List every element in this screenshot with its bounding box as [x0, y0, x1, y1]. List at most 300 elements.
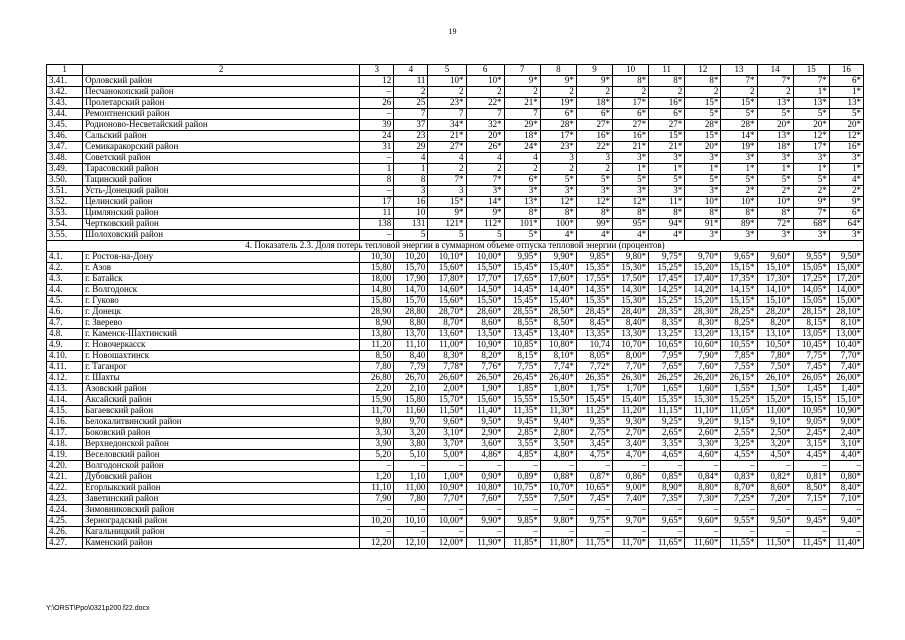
value-cell: 15,30* [613, 263, 649, 274]
value-cell: 15,25* [721, 395, 757, 406]
value-cell: 26,80 [360, 373, 394, 384]
value-cell: 2,20 [360, 384, 394, 395]
value-cell: 7,85* [721, 351, 757, 362]
value-cell: 26,40* [540, 373, 576, 384]
column-number: 3 [360, 65, 394, 76]
value-cell: 2 [721, 87, 757, 98]
value-cell: 10* [466, 76, 504, 87]
value-cell: 28,15* [793, 307, 829, 318]
district-name: Зимовниковский район [83, 505, 360, 516]
value-cell: 31 [360, 142, 394, 153]
value-cell: 15,60* [466, 395, 504, 406]
value-cell: 14,60* [428, 285, 466, 296]
value-cell: 17,65* [504, 274, 540, 285]
value-cell: 15,40* [613, 395, 649, 406]
value-cell: 17,30* [757, 274, 793, 285]
value-cell: 17* [793, 142, 829, 153]
value-cell: 10,75* [504, 483, 540, 494]
value-cell: 15,25* [649, 263, 685, 274]
value-cell: 11,85* [504, 538, 540, 549]
table-row [47, 340, 864, 351]
value-cell: 17,70* [466, 274, 504, 285]
value-cell: 13,15* [721, 329, 757, 340]
value-cell: 7,40* [613, 494, 649, 505]
value-cell: 26,10* [757, 373, 793, 384]
table-row [47, 439, 864, 450]
value-cell: 15,80 [360, 263, 394, 274]
value-cell: 9,70* [685, 252, 721, 263]
value-cell: 3,40* [613, 439, 649, 450]
value-cell: – [649, 461, 685, 472]
district-name: Сальский район [83, 131, 360, 142]
value-cell: 2,60* [685, 428, 721, 439]
value-cell: 0,81* [793, 472, 829, 483]
value-cell: 10* [721, 197, 757, 208]
value-cell: 3* [829, 230, 863, 241]
district-name: г. Таганрог [83, 362, 360, 373]
value-cell: 15,20* [685, 263, 721, 274]
value-cell: 15,25* [649, 296, 685, 307]
row-number: 3.47. [47, 142, 83, 153]
value-cell: 11,30* [540, 406, 576, 417]
value-cell: 10* [757, 197, 793, 208]
value-cell: 9,55* [721, 516, 757, 527]
district-name: г. Новошахтинск [83, 351, 360, 362]
value-cell: 28,55* [504, 307, 540, 318]
value-cell: 1* [757, 164, 793, 175]
value-cell: 13,45* [504, 329, 540, 340]
value-cell: 13,50* [466, 329, 504, 340]
table-row [47, 373, 864, 384]
value-cell: 12* [540, 197, 576, 208]
district-name: Песчанокопский район [83, 87, 360, 98]
value-cell: 4* [613, 230, 649, 241]
table-row [47, 450, 864, 461]
district-name: Заветинский район [83, 494, 360, 505]
value-cell: 10,55* [721, 340, 757, 351]
value-cell: 8,80 [394, 318, 428, 329]
value-cell: 6* [649, 109, 685, 120]
table-row [47, 219, 864, 230]
value-cell: – [466, 527, 504, 538]
value-cell: 8,10* [829, 318, 863, 329]
value-cell: 5,20 [360, 450, 394, 461]
value-cell: 3,50* [540, 439, 576, 450]
row-number: 4.15. [47, 406, 83, 417]
value-cell: 9,95* [504, 252, 540, 263]
value-cell: 28,70* [428, 307, 466, 318]
row-number: 3.55. [47, 230, 83, 241]
table-row [47, 164, 864, 175]
row-number: 4.7. [47, 318, 83, 329]
value-cell: 14,15* [721, 285, 757, 296]
row-number: 4.12. [47, 373, 83, 384]
value-cell: 3,60* [466, 439, 504, 450]
value-cell: 16* [576, 131, 612, 142]
value-cell: 4* [829, 175, 863, 186]
value-cell: 10,60* [685, 340, 721, 351]
district-name: Пролетарский район [83, 98, 360, 109]
value-cell: 15,15* [721, 296, 757, 307]
value-cell: 10,95* [793, 406, 829, 417]
row-number: 3.54. [47, 219, 83, 230]
value-cell: 95* [613, 219, 649, 230]
value-cell: – [540, 527, 576, 538]
value-cell: 1* [685, 164, 721, 175]
value-cell: 15,00* [829, 263, 863, 274]
column-number: 6 [466, 65, 504, 76]
row-number: 3.42. [47, 87, 83, 98]
value-cell: 2,10 [394, 384, 428, 395]
value-cell: 4,86* [466, 450, 504, 461]
value-cell: – [360, 505, 394, 516]
value-cell: 12,00* [428, 538, 466, 549]
value-cell: 5* [793, 109, 829, 120]
value-cell: 11,40* [829, 538, 863, 549]
column-number: 15 [793, 65, 829, 76]
value-cell: 11,60* [685, 538, 721, 549]
value-cell: 7,72* [576, 362, 612, 373]
value-cell: 3* [649, 153, 685, 164]
value-cell: – [829, 461, 863, 472]
value-cell: 1,20 [360, 472, 394, 483]
value-cell: 11,10* [685, 406, 721, 417]
value-cell: 13,30* [613, 329, 649, 340]
value-cell: 3,25* [721, 439, 757, 450]
value-cell: 8,90 [360, 318, 394, 329]
value-cell: 6* [829, 76, 863, 87]
value-cell: 9,50* [829, 252, 863, 263]
value-cell: 7,20* [757, 494, 793, 505]
value-cell: 21* [428, 131, 466, 142]
value-cell: 21* [504, 98, 540, 109]
value-cell: 10,10* [428, 252, 466, 263]
row-number: 4.1. [47, 252, 83, 263]
value-cell: 25 [394, 98, 428, 109]
value-cell: 28,20* [757, 307, 793, 318]
table-row [47, 153, 864, 164]
value-cell: 9,35* [576, 417, 612, 428]
table-row [47, 230, 864, 241]
value-cell: 9,45* [504, 417, 540, 428]
value-cell: 7 [394, 109, 428, 120]
value-cell: 13* [793, 98, 829, 109]
row-number: 4.17. [47, 428, 83, 439]
column-number: 5 [428, 65, 466, 76]
value-cell: 7,78* [428, 362, 466, 373]
value-cell: 8,40* [613, 318, 649, 329]
value-cell: 8,50* [793, 483, 829, 494]
value-cell: 14,45* [504, 285, 540, 296]
value-cell: 3* [757, 153, 793, 164]
row-number: 4.11. [47, 362, 83, 373]
value-cell: 2,55* [721, 428, 757, 439]
value-cell: 26,05* [793, 373, 829, 384]
row-number: 3.44. [47, 109, 83, 120]
value-cell: 18* [504, 131, 540, 142]
value-cell: 6* [576, 109, 612, 120]
value-cell: 0,87* [576, 472, 612, 483]
row-number: 4.6. [47, 307, 83, 318]
value-cell: 2,75* [576, 428, 612, 439]
value-cell: 11,15* [649, 406, 685, 417]
value-cell: 15,70* [428, 395, 466, 406]
value-cell: 3* [793, 153, 829, 164]
file-path-footer: Y:\ORST\Ppo\0321p200.f22.docx [46, 605, 150, 612]
value-cell: 4,85* [504, 450, 540, 461]
table-row [47, 296, 864, 307]
value-cell: 3,90 [360, 439, 394, 450]
value-cell: 1 [394, 164, 428, 175]
value-cell: 15,30* [685, 395, 721, 406]
value-cell: – [360, 153, 394, 164]
value-cell: 28* [685, 120, 721, 131]
value-cell: 15,05* [793, 296, 829, 307]
value-cell: – [394, 527, 428, 538]
value-cell: 15,40* [540, 263, 576, 274]
table-row [47, 197, 864, 208]
value-cell: 4,40* [829, 450, 863, 461]
value-cell: 1* [793, 87, 829, 98]
value-cell: 10,70* [613, 340, 649, 351]
column-number: 14 [757, 65, 793, 76]
table-row [47, 351, 864, 362]
value-cell: 24* [504, 142, 540, 153]
value-cell: 5* [793, 175, 829, 186]
value-cell: 16* [829, 142, 863, 153]
value-cell: 1 [360, 164, 394, 175]
value-cell: 17,20* [829, 274, 863, 285]
value-cell: 9,65* [721, 252, 757, 263]
value-cell: 26,35* [576, 373, 612, 384]
value-cell: 15,35* [576, 296, 612, 307]
value-cell: 11,80* [540, 538, 576, 549]
value-cell: 4,65* [649, 450, 685, 461]
value-cell: 26,20* [685, 373, 721, 384]
value-cell: 2,70* [613, 428, 649, 439]
value-cell: 15,60* [428, 263, 466, 274]
value-cell: 1* [829, 164, 863, 175]
district-name: Шолоховский район [83, 230, 360, 241]
value-cell: 11,90* [466, 538, 504, 549]
value-cell: 11,50* [428, 406, 466, 417]
table-row [47, 538, 864, 549]
value-cell: 12* [576, 197, 612, 208]
value-cell: 72* [757, 219, 793, 230]
value-cell: 5* [757, 175, 793, 186]
value-cell: – [649, 505, 685, 516]
district-name: Багаевский район [83, 406, 360, 417]
value-cell: 9,60* [685, 516, 721, 527]
value-cell: 28,25* [721, 307, 757, 318]
value-cell: 1* [613, 164, 649, 175]
value-cell: 121* [428, 219, 466, 230]
value-cell: 1,50* [757, 384, 793, 395]
value-cell: 7,74* [540, 362, 576, 373]
value-cell: 11,05* [721, 406, 757, 417]
value-cell: 15,15* [721, 263, 757, 274]
value-cell: 2,40* [829, 428, 863, 439]
value-cell: 16* [649, 98, 685, 109]
value-cell: 3 [540, 153, 576, 164]
value-cell: 8,40* [829, 483, 863, 494]
value-cell: 7,55* [504, 494, 540, 505]
value-cell: 10,50* [757, 340, 793, 351]
row-number: 4.8. [47, 329, 83, 340]
value-cell: 7* [757, 76, 793, 87]
value-cell: 2 [504, 164, 540, 175]
value-cell: 14,30* [613, 285, 649, 296]
value-cell: 10,10 [394, 516, 428, 527]
value-cell: 10,20 [394, 252, 428, 263]
value-cell: 2 [540, 87, 576, 98]
value-cell: 3* [685, 153, 721, 164]
value-cell: 1* [649, 164, 685, 175]
value-cell: 8,15* [793, 318, 829, 329]
row-number: 4.9. [47, 340, 83, 351]
value-cell: 4,45* [793, 450, 829, 461]
value-cell: 1,00* [428, 472, 466, 483]
table-row [47, 142, 864, 153]
district-name: Веселовский район [83, 450, 360, 461]
value-cell: 14,35* [576, 285, 612, 296]
table-row [47, 527, 864, 538]
value-cell: 20* [793, 120, 829, 131]
value-cell: 28,50* [540, 307, 576, 318]
value-cell: 4,60* [685, 450, 721, 461]
value-cell: 11,00* [428, 340, 466, 351]
value-cell: 5 [394, 230, 428, 241]
district-name: Кагальницкий район [83, 527, 360, 538]
value-cell: 6* [829, 208, 863, 219]
district-name: Чертковский район [83, 219, 360, 230]
value-cell: 28,30* [685, 307, 721, 318]
table-row [47, 285, 864, 296]
value-cell: 14* [721, 131, 757, 142]
value-cell: 32* [466, 120, 504, 131]
value-cell: 14,70 [394, 285, 428, 296]
value-cell: 15,05* [793, 263, 829, 274]
value-cell: 7,75* [793, 351, 829, 362]
value-cell: 7,76* [466, 362, 504, 373]
value-cell: 4 [466, 153, 504, 164]
value-cell: 7* [721, 76, 757, 87]
value-cell: 24 [360, 131, 394, 142]
value-cell: 8* [504, 208, 540, 219]
value-cell: 1,70* [613, 384, 649, 395]
table-row [47, 329, 864, 340]
value-cell: 1,80* [540, 384, 576, 395]
value-cell: 10,65* [649, 340, 685, 351]
value-cell: 8* [757, 208, 793, 219]
value-cell: 9* [829, 197, 863, 208]
value-cell: 3* [685, 186, 721, 197]
value-cell: 9,85* [504, 516, 540, 527]
district-name: Белокалитвинский район [83, 417, 360, 428]
value-cell: 2,00* [428, 384, 466, 395]
value-cell: 28,90 [360, 307, 394, 318]
value-cell: 37 [394, 120, 428, 131]
district-name: Родионово-Несветайский район [83, 120, 360, 131]
value-cell: 15,50* [466, 263, 504, 274]
value-cell: 11,20* [613, 406, 649, 417]
value-cell: 9* [576, 76, 612, 87]
value-cell: 3,35* [649, 439, 685, 450]
value-cell: – [394, 505, 428, 516]
table-row [47, 175, 864, 186]
value-cell: 3* [721, 230, 757, 241]
value-cell: 17,50* [613, 274, 649, 285]
value-cell: 9* [428, 208, 466, 219]
value-cell: 3,80 [394, 439, 428, 450]
value-cell: 10,74 [576, 340, 612, 351]
value-cell: – [757, 461, 793, 472]
value-cell: 0,82* [757, 472, 793, 483]
value-cell: 11,00 [394, 483, 428, 494]
district-name: Верхнедонской район [83, 439, 360, 450]
value-cell: 17,55* [576, 274, 612, 285]
district-name: г. Каменск-Шахтинский [83, 329, 360, 340]
value-cell: 9,80* [540, 516, 576, 527]
value-cell: 15,15* [793, 395, 829, 406]
table-row [47, 186, 864, 197]
value-cell: 3* [613, 153, 649, 164]
value-cell: 12,10 [394, 538, 428, 549]
value-cell: 10,00* [466, 252, 504, 263]
value-cell: 23* [540, 142, 576, 153]
value-cell: 1,60* [685, 384, 721, 395]
value-cell: 17,45* [649, 274, 685, 285]
district-name: Дубовский район [83, 472, 360, 483]
row-number: 3.46. [47, 131, 83, 142]
value-cell: 10,90* [829, 406, 863, 417]
value-cell: 17,80* [428, 274, 466, 285]
value-cell: 15,90 [360, 395, 394, 406]
row-number: 3.50. [47, 175, 83, 186]
column-number: 11 [649, 65, 685, 76]
value-cell: 17* [613, 98, 649, 109]
table-row [47, 87, 864, 98]
value-cell: – [613, 461, 649, 472]
value-cell: 3 [394, 186, 428, 197]
value-cell: 8* [685, 208, 721, 219]
district-name: Боковский район [83, 428, 360, 439]
value-cell: 10,80* [540, 340, 576, 351]
value-cell: 11,70* [613, 538, 649, 549]
value-cell: – [360, 186, 394, 197]
value-cell: 5 [466, 230, 504, 241]
value-cell: 3,20* [757, 439, 793, 450]
value-cell: 7,90 [360, 494, 394, 505]
value-cell: 3 [576, 153, 612, 164]
value-cell: 9,10* [757, 417, 793, 428]
value-cell: 15,70 [394, 296, 428, 307]
value-cell: 2 [576, 164, 612, 175]
value-cell: 18* [576, 98, 612, 109]
value-cell: 3* [613, 186, 649, 197]
row-number: 3.48. [47, 153, 83, 164]
value-cell: 9,15* [721, 417, 757, 428]
value-cell: 9,20* [685, 417, 721, 428]
value-cell: 7 [428, 109, 466, 120]
value-cell: – [721, 461, 757, 472]
value-cell: 17,40* [685, 274, 721, 285]
value-cell: 13* [757, 98, 793, 109]
column-number: 2 [83, 65, 360, 76]
table-row [47, 461, 864, 472]
value-cell: 8,45* [576, 318, 612, 329]
value-cell: 5* [685, 175, 721, 186]
